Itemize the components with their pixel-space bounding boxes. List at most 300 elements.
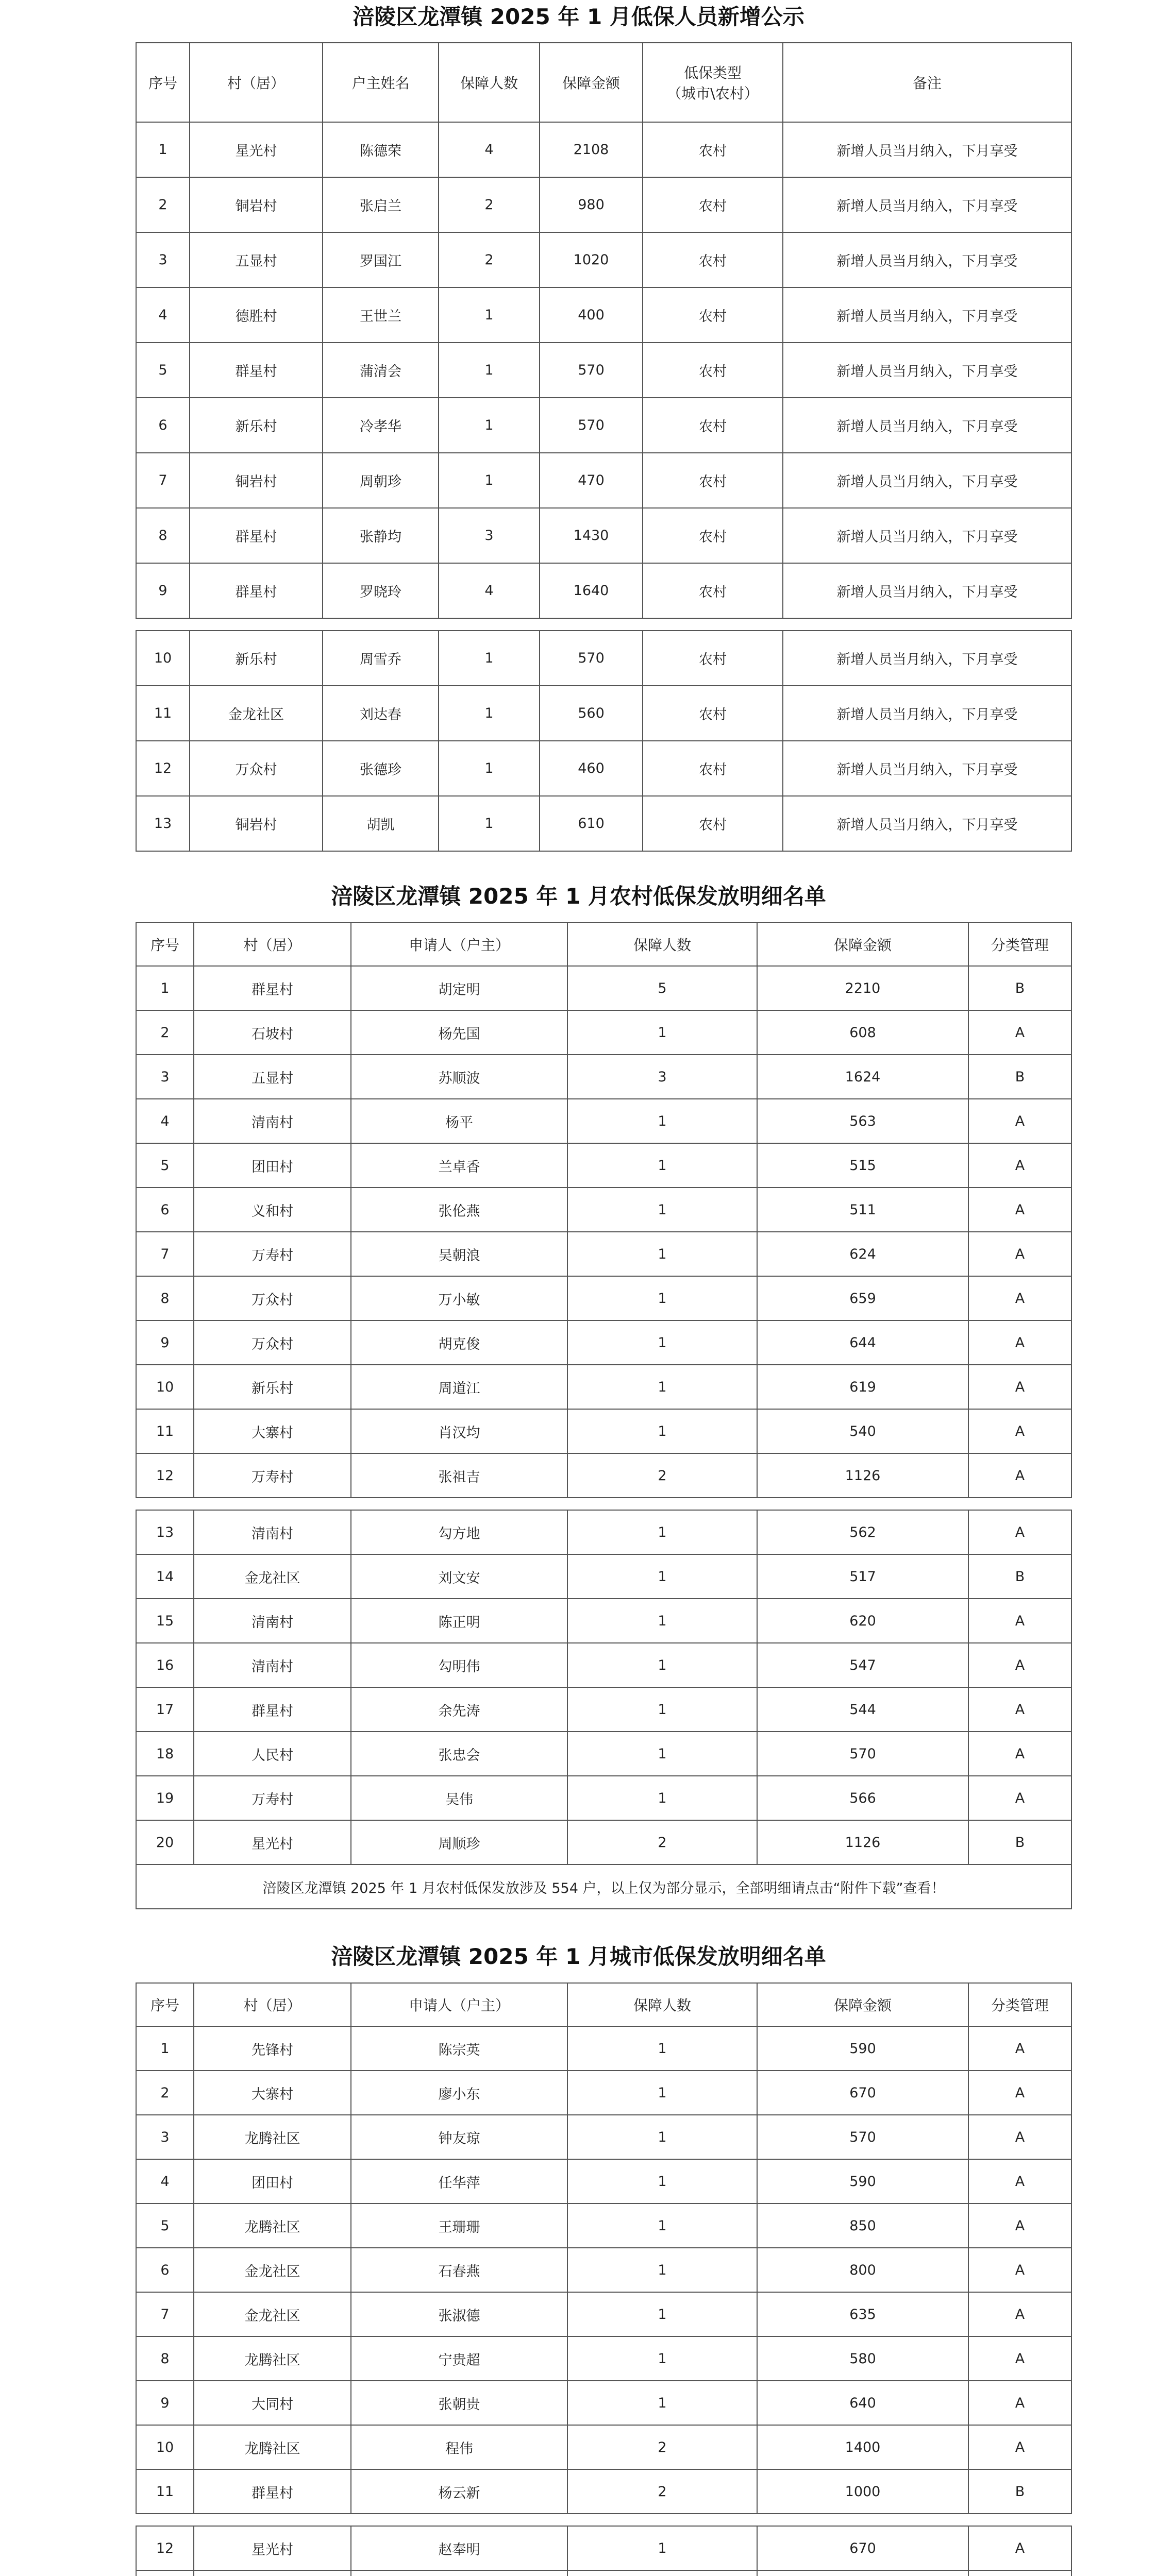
cell-index: 10 bbox=[136, 1365, 194, 1409]
cell-count: 1 bbox=[567, 1232, 757, 1276]
cell-note: 新增人员当月纳入，下月享受 bbox=[783, 508, 1071, 563]
cell-index: 12 bbox=[136, 741, 190, 796]
cell-type: 农村 bbox=[643, 563, 783, 618]
cell-count: 4 bbox=[439, 563, 540, 618]
cell-village: 五显村 bbox=[190, 232, 323, 287]
cell-category bbox=[968, 2570, 1071, 2576]
cell-note: 新增人员当月纳入，下月享受 bbox=[783, 796, 1071, 851]
cell-householder: 周雪乔 bbox=[323, 631, 439, 686]
cell-count: 1 bbox=[567, 2336, 757, 2381]
cell-amount: 470 bbox=[540, 453, 643, 508]
cell-note: 新增人员当月纳入，下月享受 bbox=[783, 741, 1071, 796]
cell-amount: 624 bbox=[757, 1232, 968, 1276]
cell-village: 五显村 bbox=[194, 1055, 351, 1099]
table-row bbox=[136, 2425, 1071, 2469]
cell-index: 7 bbox=[136, 453, 190, 508]
cell-category: A bbox=[968, 1687, 1071, 1732]
header-index: 序号 bbox=[136, 43, 190, 122]
cell-count: 1 bbox=[567, 1276, 757, 1320]
cell-amount: 640 bbox=[757, 2381, 968, 2425]
cell-village: 龙腾社区 bbox=[194, 2115, 351, 2159]
header-category: 分类管理 bbox=[968, 1983, 1071, 2026]
cell-category: A bbox=[968, 2526, 1071, 2570]
cell-count: 1 bbox=[567, 2159, 757, 2204]
cell-amount: 1430 bbox=[540, 508, 643, 563]
cell-applicant: 钟友琼 bbox=[351, 2115, 567, 2159]
cell-count: 1 bbox=[567, 1599, 757, 1643]
cell-amount: 566 bbox=[757, 1776, 968, 1820]
cell-amount: 608 bbox=[757, 1010, 968, 1055]
cell-amount: 1000 bbox=[757, 2469, 968, 2514]
cell-applicant: 苏顺波 bbox=[351, 1055, 567, 1099]
cell-index: 2 bbox=[136, 2071, 194, 2115]
cell-applicant: 周道江 bbox=[351, 1365, 567, 1409]
cell-amount: 517 bbox=[757, 1554, 968, 1599]
cell-village: 新乐村 bbox=[190, 631, 323, 686]
cell-count: 1 bbox=[567, 1687, 757, 1732]
table-row bbox=[136, 1453, 1071, 1498]
header-village: 村（居） bbox=[194, 1983, 351, 2026]
cell-amount: 460 bbox=[540, 741, 643, 796]
cell-index: 9 bbox=[136, 2381, 194, 2425]
cell-applicant: 周顺珍 bbox=[351, 1820, 567, 1865]
table-row bbox=[136, 1732, 1071, 1776]
cell-amount: 560 bbox=[540, 686, 643, 741]
table-row bbox=[136, 741, 1071, 796]
cell-category: A bbox=[968, 1099, 1071, 1143]
header-type-line1: 低保类型 bbox=[683, 64, 742, 81]
cell-amount: 644 bbox=[757, 1320, 968, 1365]
cell-amount: 562 bbox=[757, 1510, 968, 1554]
cell-village: 万寿村 bbox=[194, 1232, 351, 1276]
table-row bbox=[136, 1055, 1071, 1099]
cell-index: 10 bbox=[136, 631, 190, 686]
table-row bbox=[136, 1554, 1071, 1599]
header-count: 保障人数 bbox=[439, 43, 540, 122]
cell-count: 2 bbox=[439, 232, 540, 287]
cell-index: 12 bbox=[136, 2526, 194, 2570]
cell-count: 1 bbox=[439, 453, 540, 508]
header-amount: 保障金额 bbox=[540, 43, 643, 122]
cell-village: 群星村 bbox=[194, 966, 351, 1010]
cell-village: 义和村 bbox=[194, 1188, 351, 1232]
cell-type: 农村 bbox=[643, 631, 783, 686]
cell-category: A bbox=[968, 1188, 1071, 1232]
section3-title: 涪陵区龙潭镇 2025 年 1 月城市低保发放明细名单 bbox=[331, 1944, 826, 1969]
separator-cell bbox=[136, 618, 1071, 631]
cell-index: 6 bbox=[136, 1188, 194, 1232]
new-recipients-table bbox=[136, 42, 1072, 852]
cell-category: A bbox=[968, 2026, 1071, 2071]
table-row bbox=[136, 2159, 1071, 2204]
table-row bbox=[136, 177, 1071, 232]
cell-category: A bbox=[968, 1732, 1071, 1776]
cell-amount: 590 bbox=[757, 2026, 968, 2071]
header-village: 村（居） bbox=[190, 43, 323, 122]
cell-applicant: 王珊珊 bbox=[351, 2204, 567, 2248]
table-row bbox=[136, 2570, 1071, 2576]
cell-amount: 2108 bbox=[540, 122, 643, 177]
cell-householder: 刘达春 bbox=[323, 686, 439, 741]
cell-village: 清南村 bbox=[194, 1643, 351, 1687]
cell-village: 群星村 bbox=[190, 343, 323, 398]
table-row bbox=[136, 2115, 1071, 2159]
cell-note: 新增人员当月纳入，下月享受 bbox=[783, 177, 1071, 232]
cell-amount: 1640 bbox=[540, 563, 643, 618]
cell-village: 大同村 bbox=[194, 2381, 351, 2425]
cell-applicant bbox=[351, 2570, 567, 2576]
cell-category: A bbox=[968, 2115, 1071, 2159]
cell-amount: 590 bbox=[757, 2159, 968, 2204]
cell-note: 新增人员当月纳入，下月享受 bbox=[783, 232, 1071, 287]
cell-count: 3 bbox=[567, 1055, 757, 1099]
cell-category: A bbox=[968, 1143, 1071, 1188]
header-index: 序号 bbox=[136, 1983, 194, 2026]
cell-index: 3 bbox=[136, 2115, 194, 2159]
cell-category: A bbox=[968, 1409, 1071, 1453]
table-row bbox=[136, 2336, 1071, 2381]
cell-type: 农村 bbox=[643, 453, 783, 508]
cell-count: 2 bbox=[567, 1820, 757, 1865]
cell-type: 农村 bbox=[643, 686, 783, 741]
cell-village: 群星村 bbox=[190, 508, 323, 563]
table-row bbox=[136, 2071, 1071, 2115]
table-row bbox=[136, 2204, 1071, 2248]
cell-applicant: 兰卓香 bbox=[351, 1143, 567, 1188]
cell-index: 20 bbox=[136, 1820, 194, 1865]
cell-count: 1 bbox=[567, 1776, 757, 1820]
cell-village: 新乐村 bbox=[190, 398, 323, 453]
cell-count: 4 bbox=[439, 122, 540, 177]
cell-village: 人民村 bbox=[194, 1732, 351, 1776]
cell-village: 石坡村 bbox=[194, 1010, 351, 1055]
table-row bbox=[136, 1687, 1071, 1732]
cell-index: 16 bbox=[136, 1643, 194, 1687]
header-count: 保障人数 bbox=[567, 1983, 757, 2026]
table-row bbox=[136, 1599, 1071, 1643]
header-type-line2: （城市\农村） bbox=[667, 85, 759, 102]
cell-applicant: 张淑德 bbox=[351, 2292, 567, 2336]
cell-village: 金龙社区 bbox=[194, 2292, 351, 2336]
cell-index: 1 bbox=[136, 966, 194, 1010]
cell-category: A bbox=[968, 1510, 1071, 1554]
cell-count: 1 bbox=[439, 741, 540, 796]
cell-category: A bbox=[968, 2248, 1071, 2292]
cell-category: A bbox=[968, 1599, 1071, 1643]
cell-village: 大寨村 bbox=[194, 2071, 351, 2115]
cell-index: 18 bbox=[136, 1732, 194, 1776]
cell-index: 8 bbox=[136, 1276, 194, 1320]
header-applicant: 申请人（户主） bbox=[351, 1983, 567, 2026]
cell-householder: 张德珍 bbox=[323, 741, 439, 796]
cell-amount: 670 bbox=[757, 2071, 968, 2115]
cell-applicant: 任华萍 bbox=[351, 2159, 567, 2204]
table-row bbox=[136, 453, 1071, 508]
cell-index: 8 bbox=[136, 2336, 194, 2381]
cell-applicant: 杨云新 bbox=[351, 2469, 567, 2514]
table-row bbox=[136, 1099, 1071, 1143]
cell-village: 清南村 bbox=[194, 1510, 351, 1554]
cell-index: 8 bbox=[136, 508, 190, 563]
header-index: 序号 bbox=[136, 923, 194, 966]
cell-village: 清南村 bbox=[194, 1099, 351, 1143]
cell-count: 1 bbox=[439, 796, 540, 851]
table-row bbox=[136, 2381, 1071, 2425]
cell-village: 星光村 bbox=[194, 2526, 351, 2570]
cell-index: 6 bbox=[136, 2248, 194, 2292]
cell-householder: 罗国江 bbox=[323, 232, 439, 287]
cell-amount: 2210 bbox=[757, 966, 968, 1010]
cell-count: 1 bbox=[567, 2026, 757, 2071]
cell-householder: 张静均 bbox=[323, 508, 439, 563]
cell-category: A bbox=[968, 2071, 1071, 2115]
cell-count: 1 bbox=[567, 1510, 757, 1554]
cell-note: 新增人员当月纳入，下月享受 bbox=[783, 122, 1071, 177]
group-separator bbox=[136, 1498, 1071, 1510]
cell-village: 铜岩村 bbox=[190, 796, 323, 851]
summary-note: 涪陵区龙潭镇 2025 年 1 月农村低保发放涉及 554 户，以上仅为部分显示，全部明细请点击“附件下载”查看！ bbox=[136, 1865, 1071, 1909]
cell-index: 11 bbox=[136, 686, 190, 741]
cell-count: 1 bbox=[567, 2381, 757, 2425]
cell-applicant: 胡定明 bbox=[351, 966, 567, 1010]
cell-applicant: 杨平 bbox=[351, 1099, 567, 1143]
cell-count: 1 bbox=[439, 398, 540, 453]
table-row bbox=[136, 2248, 1071, 2292]
cell-count: 1 bbox=[567, 1010, 757, 1055]
table-row bbox=[136, 686, 1071, 741]
cell-count: 1 bbox=[439, 631, 540, 686]
cell-note: 新增人员当月纳入，下月享受 bbox=[783, 686, 1071, 741]
cell-count bbox=[567, 2570, 757, 2576]
cell-note: 新增人员当月纳入，下月享受 bbox=[783, 287, 1071, 343]
cell-amount: 670 bbox=[757, 2526, 968, 2570]
cell-village bbox=[194, 2570, 351, 2576]
cell-amount: 850 bbox=[757, 2204, 968, 2248]
separator-cell bbox=[136, 1498, 1071, 1510]
urban-payment-table bbox=[136, 1982, 1072, 2576]
cell-category: B bbox=[968, 1554, 1071, 1599]
cell-index: 15 bbox=[136, 1599, 194, 1643]
header-applicant: 申请人（户主） bbox=[351, 923, 567, 966]
cell-count: 1 bbox=[567, 2526, 757, 2570]
cell-index: 2 bbox=[136, 1010, 194, 1055]
cell-village: 万众村 bbox=[190, 741, 323, 796]
cell-amount: 544 bbox=[757, 1687, 968, 1732]
cell-count: 1 bbox=[567, 1099, 757, 1143]
group-separator bbox=[136, 618, 1071, 631]
cell-householder: 陈德荣 bbox=[323, 122, 439, 177]
cell-village: 群星村 bbox=[190, 563, 323, 618]
cell-amount: 1400 bbox=[757, 2425, 968, 2469]
cell-village: 龙腾社区 bbox=[194, 2425, 351, 2469]
cell-applicant: 程伟 bbox=[351, 2425, 567, 2469]
cell-index: 14 bbox=[136, 1554, 194, 1599]
cell-index: 12 bbox=[136, 1453, 194, 1498]
cell-village: 团田村 bbox=[194, 2159, 351, 2204]
cell-village: 清南村 bbox=[194, 1599, 351, 1643]
cell-amount: 620 bbox=[757, 1599, 968, 1643]
cell-village: 群星村 bbox=[194, 1687, 351, 1732]
cell-index: 13 bbox=[136, 796, 190, 851]
cell-amount: 570 bbox=[540, 343, 643, 398]
cell-type: 农村 bbox=[643, 796, 783, 851]
cell-amount: 570 bbox=[757, 1732, 968, 1776]
cell-index: 3 bbox=[136, 232, 190, 287]
cell-category: A bbox=[968, 2336, 1071, 2381]
cell-index: 11 bbox=[136, 1409, 194, 1453]
cell-amount: 511 bbox=[757, 1188, 968, 1232]
cell-village: 德胜村 bbox=[190, 287, 323, 343]
cell-category: A bbox=[968, 2292, 1071, 2336]
cell-amount: 570 bbox=[757, 2115, 968, 2159]
section2-title: 涪陵区龙潭镇 2025 年 1 月农村低保发放明细名单 bbox=[331, 884, 826, 909]
cell-index: 17 bbox=[136, 1687, 194, 1732]
summary-note-row bbox=[136, 1865, 1071, 1909]
table-row bbox=[136, 1776, 1071, 1820]
cell-village: 万众村 bbox=[194, 1276, 351, 1320]
table-row bbox=[136, 122, 1071, 177]
cell-index: 6 bbox=[136, 398, 190, 453]
cell-village: 龙腾社区 bbox=[194, 2204, 351, 2248]
table-row bbox=[136, 966, 1071, 1010]
cell-village: 星光村 bbox=[194, 1820, 351, 1865]
cell-count: 2 bbox=[567, 2425, 757, 2469]
cell-applicant: 刘文安 bbox=[351, 1554, 567, 1599]
cell-index: 9 bbox=[136, 1320, 194, 1365]
table-row bbox=[136, 1276, 1071, 1320]
header-category: 分类管理 bbox=[968, 923, 1071, 966]
header-type bbox=[643, 43, 783, 122]
cell-applicant: 杨先国 bbox=[351, 1010, 567, 1055]
cell-type: 农村 bbox=[643, 398, 783, 453]
group-separator bbox=[136, 2514, 1071, 2526]
cell-type: 农村 bbox=[643, 122, 783, 177]
cell-count: 1 bbox=[567, 2204, 757, 2248]
table-row bbox=[136, 2292, 1071, 2336]
cell-category: A bbox=[968, 1276, 1071, 1320]
cell-amount: 635 bbox=[757, 2292, 968, 2336]
cell-village: 龙腾社区 bbox=[194, 2336, 351, 2381]
cell-category: B bbox=[968, 966, 1071, 1010]
table-row bbox=[136, 1820, 1071, 1865]
table-row bbox=[136, 1510, 1071, 1554]
header-amount: 保障金额 bbox=[757, 923, 968, 966]
cell-amount: 547 bbox=[757, 1643, 968, 1687]
cell-amount: 1126 bbox=[757, 1453, 968, 1498]
section1-title: 涪陵区龙潭镇 2025 年 1 月低保人员新增公示 bbox=[353, 4, 804, 29]
rural-payment-table bbox=[136, 922, 1072, 1909]
cell-index: 4 bbox=[136, 287, 190, 343]
cell-applicant: 张朝贵 bbox=[351, 2381, 567, 2425]
cell-applicant: 胡克俊 bbox=[351, 1320, 567, 1365]
cell-index: 7 bbox=[136, 2292, 194, 2336]
cell-index: 13 bbox=[136, 1510, 194, 1554]
cell-applicant: 吴朝浪 bbox=[351, 1232, 567, 1276]
table-row bbox=[136, 563, 1071, 618]
cell-category: B bbox=[968, 2469, 1071, 2514]
cell-type: 农村 bbox=[643, 232, 783, 287]
cell-applicant: 张伦燕 bbox=[351, 1188, 567, 1232]
cell-note: 新增人员当月纳入，下月享受 bbox=[783, 563, 1071, 618]
cell-householder: 胡凯 bbox=[323, 796, 439, 851]
cell-count: 1 bbox=[567, 1554, 757, 1599]
cell-category: A bbox=[968, 1643, 1071, 1687]
table-row bbox=[136, 508, 1071, 563]
table-row bbox=[136, 1320, 1071, 1365]
table-row bbox=[136, 2469, 1071, 2514]
cell-householder: 周朝珍 bbox=[323, 453, 439, 508]
cell-note: 新增人员当月纳入，下月享受 bbox=[783, 631, 1071, 686]
header-householder: 户主姓名 bbox=[323, 43, 439, 122]
table-row bbox=[136, 631, 1071, 686]
cell-amount: 800 bbox=[757, 2248, 968, 2292]
table-row bbox=[136, 2026, 1071, 2071]
cell-note: 新增人员当月纳入，下月享受 bbox=[783, 343, 1071, 398]
cell-village: 铜岩村 bbox=[190, 453, 323, 508]
cell-village: 万寿村 bbox=[194, 1776, 351, 1820]
cell-count: 5 bbox=[567, 966, 757, 1010]
table-row bbox=[136, 398, 1071, 453]
cell-note: 新增人员当月纳入，下月享受 bbox=[783, 398, 1071, 453]
cell-index: 1 bbox=[136, 2026, 194, 2071]
cell-householder: 张启兰 bbox=[323, 177, 439, 232]
cell-index: 10 bbox=[136, 2425, 194, 2469]
cell-count: 1 bbox=[439, 287, 540, 343]
cell-householder: 冷孝华 bbox=[323, 398, 439, 453]
cell-index: 9 bbox=[136, 563, 190, 618]
cell-count: 2 bbox=[567, 2469, 757, 2514]
cell-note: 新增人员当月纳入，下月享受 bbox=[783, 453, 1071, 508]
cell-index: 7 bbox=[136, 1232, 194, 1276]
cell-amount: 540 bbox=[757, 1409, 968, 1453]
cell-village: 铜岩村 bbox=[190, 177, 323, 232]
cell-applicant: 赵奉明 bbox=[351, 2526, 567, 2570]
cell-type: 农村 bbox=[643, 741, 783, 796]
cell-applicant: 万小敏 bbox=[351, 1276, 567, 1320]
cell-amount: 400 bbox=[540, 287, 643, 343]
cell-count: 1 bbox=[567, 1732, 757, 1776]
cell-applicant: 陈正明 bbox=[351, 1599, 567, 1643]
cell-amount: 570 bbox=[540, 631, 643, 686]
cell-applicant: 余先涛 bbox=[351, 1687, 567, 1732]
table-row bbox=[136, 1143, 1071, 1188]
table-row bbox=[136, 1365, 1071, 1409]
cell-category: A bbox=[968, 1232, 1071, 1276]
cell-amount: 515 bbox=[757, 1143, 968, 1188]
cell-category: A bbox=[968, 2204, 1071, 2248]
cell-type: 农村 bbox=[643, 343, 783, 398]
cell-applicant: 吴伟 bbox=[351, 1776, 567, 1820]
cell-applicant: 陈宗英 bbox=[351, 2026, 567, 2071]
cell-index bbox=[136, 2570, 194, 2576]
cell-amount: 619 bbox=[757, 1365, 968, 1409]
cell-index: 4 bbox=[136, 1099, 194, 1143]
cell-householder: 蒲清会 bbox=[323, 343, 439, 398]
cell-category: A bbox=[968, 1010, 1071, 1055]
header-count: 保障人数 bbox=[567, 923, 757, 966]
table-row bbox=[136, 1409, 1071, 1453]
cell-amount: 1624 bbox=[757, 1055, 968, 1099]
cell-category: A bbox=[968, 2381, 1071, 2425]
cell-category: A bbox=[968, 2159, 1071, 2204]
cell-index: 4 bbox=[136, 2159, 194, 2204]
cell-index: 5 bbox=[136, 343, 190, 398]
cell-count: 1 bbox=[567, 1365, 757, 1409]
cell-count: 1 bbox=[567, 1320, 757, 1365]
cell-index: 5 bbox=[136, 2204, 194, 2248]
cell-count: 1 bbox=[567, 1188, 757, 1232]
separator-cell bbox=[136, 2514, 1071, 2526]
